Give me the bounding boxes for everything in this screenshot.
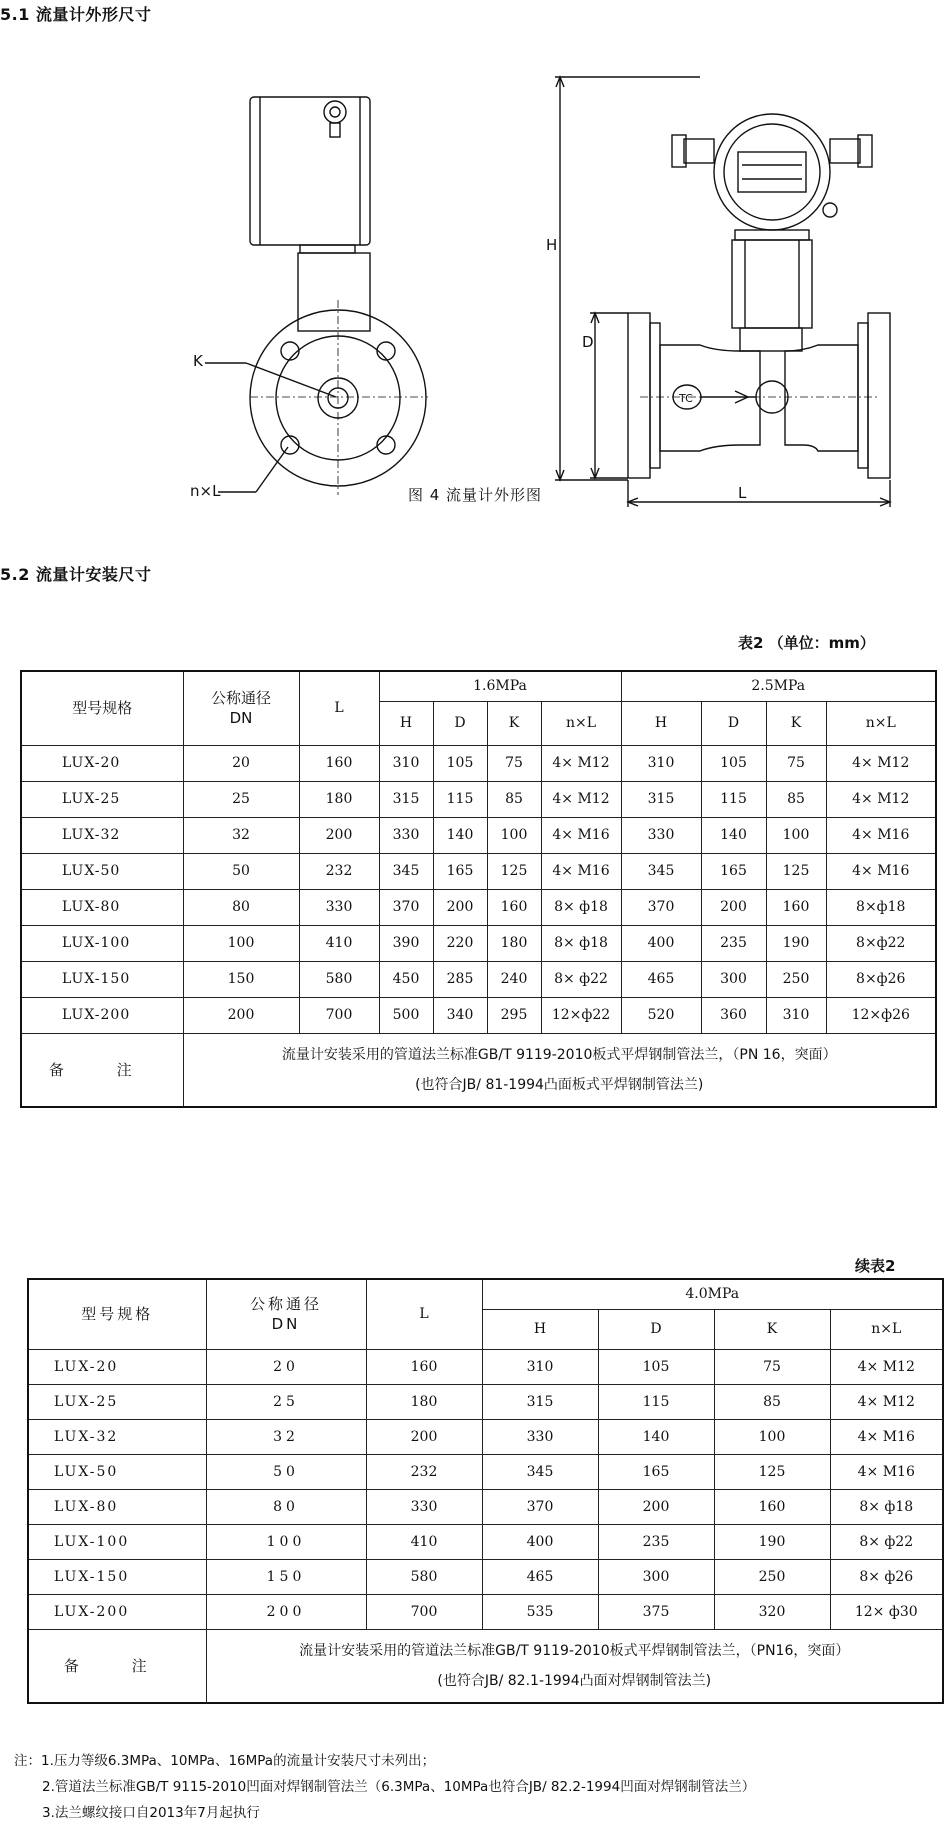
model-cell: LUX-150 [28, 1559, 206, 1594]
model-cell: LUX-32 [21, 817, 183, 853]
value-cell: 580 [366, 1559, 482, 1594]
value-cell: 100 [766, 817, 826, 853]
subheader-cell: H [621, 701, 701, 745]
remark-text: 流量计安装采用的管道法兰标准GB/T 9119-2010板式平焊钢制管法兰，（PN16，突面） (也符合JB/ 82.1-1994凸面对焊钢制管法兰) [206, 1629, 943, 1703]
header-dn: 公称通径 DN [206, 1279, 366, 1349]
model-cell: LUX-50 [28, 1454, 206, 1489]
subheader-cell: D [701, 701, 766, 745]
value-cell: 315 [621, 781, 701, 817]
value-cell: 370 [621, 889, 701, 925]
label-nL: n×L [190, 482, 221, 500]
value-cell: 8× ф26 [830, 1559, 943, 1594]
value-cell: 8× ф18 [541, 889, 621, 925]
value-cell: 8× ф22 [830, 1524, 943, 1559]
value-cell: 32 [206, 1419, 366, 1454]
value-cell: 520 [621, 997, 701, 1033]
value-cell: 375 [598, 1594, 714, 1629]
value-cell: 100 [206, 1524, 366, 1559]
table-row [21, 961, 936, 997]
table-row [21, 745, 936, 781]
install-dimension-table [20, 670, 937, 1108]
value-cell: 115 [433, 781, 487, 817]
value-cell: 165 [598, 1454, 714, 1489]
value-cell: 200 [701, 889, 766, 925]
remark-label: 备 注 [21, 1033, 183, 1107]
value-cell: 115 [701, 781, 766, 817]
value-cell: 200 [206, 1594, 366, 1629]
value-cell: 330 [366, 1489, 482, 1524]
footnote-2: 2.管道法兰标准GB/T 9115-2010凹面对焊钢制管法兰（6.3MPa、10MPa也符合JB/ 82.2-1994凹面对焊钢制管法兰） [42, 1779, 756, 1795]
value-cell: 8×ф22 [826, 925, 936, 961]
value-cell: 285 [433, 961, 487, 997]
header-pressure-1: 1.6MPa [379, 671, 621, 701]
value-cell: 465 [482, 1559, 598, 1594]
table2-label: 续表2 [855, 1257, 896, 1275]
value-cell: 315 [379, 781, 433, 817]
value-cell: 160 [766, 889, 826, 925]
value-cell: 180 [299, 781, 379, 817]
table-row [28, 1559, 943, 1594]
value-cell: 370 [482, 1489, 598, 1524]
value-cell: 140 [701, 817, 766, 853]
value-cell: 180 [366, 1384, 482, 1419]
header-pressure-1: 4.0MPa [482, 1279, 943, 1309]
value-cell: 20 [206, 1349, 366, 1384]
subheader-cell: K [487, 701, 541, 745]
subheader-cell: K [766, 701, 826, 745]
label-L: L [738, 484, 747, 502]
footnote-3: 3.法兰螺纹接口自2013年7月起执行 [42, 1805, 260, 1821]
value-cell: 160 [487, 889, 541, 925]
model-cell: LUX-200 [21, 997, 183, 1033]
subheader-cell: D [433, 701, 487, 745]
model-cell: LUX-20 [21, 745, 183, 781]
table-row [21, 817, 936, 853]
value-cell: 125 [487, 853, 541, 889]
model-cell: LUX-100 [21, 925, 183, 961]
value-cell: 200 [598, 1489, 714, 1524]
value-cell: 85 [714, 1384, 830, 1419]
value-cell: 190 [766, 925, 826, 961]
figure-caption: 图 4 流量计外形图 [407, 486, 543, 504]
footnote-1: 注：1.压力等级6.3MPa、10MPa、16MPa的流量计安装尺寸未列出； [14, 1753, 436, 1769]
value-cell: 310 [379, 745, 433, 781]
subheader-cell: n×L [826, 701, 936, 745]
value-cell: 180 [487, 925, 541, 961]
header-model: 型号规格 [28, 1279, 206, 1349]
value-cell: 125 [766, 853, 826, 889]
value-cell: 80 [206, 1489, 366, 1524]
value-cell: 140 [598, 1419, 714, 1454]
value-cell: 25 [183, 781, 299, 817]
value-cell: 330 [379, 817, 433, 853]
table1-label: 表2 （单位：mm） [738, 634, 875, 652]
label-K: K [193, 352, 203, 370]
remark-label: 备 注 [28, 1629, 206, 1703]
value-cell: 75 [766, 745, 826, 781]
subheader-cell: K [714, 1309, 830, 1349]
value-cell: 700 [366, 1594, 482, 1629]
value-cell: 150 [183, 961, 299, 997]
subheader-cell: H [379, 701, 433, 745]
value-cell: 410 [366, 1524, 482, 1559]
value-cell: 4× M12 [541, 745, 621, 781]
model-cell: LUX-25 [21, 781, 183, 817]
value-cell: 4× M16 [541, 817, 621, 853]
model-cell: LUX-150 [21, 961, 183, 997]
value-cell: 345 [379, 853, 433, 889]
subheader-cell: H [482, 1309, 598, 1349]
value-cell: 535 [482, 1594, 598, 1629]
value-cell: 8× ф22 [541, 961, 621, 997]
value-cell: 235 [598, 1524, 714, 1559]
footnotes [14, 1748, 755, 1826]
table-row [28, 1524, 943, 1559]
value-cell: 4× M16 [830, 1454, 943, 1489]
label-D: D [582, 333, 594, 351]
header-L: L [299, 671, 379, 745]
value-cell: 240 [487, 961, 541, 997]
value-cell: 500 [379, 997, 433, 1033]
value-cell: 140 [433, 817, 487, 853]
value-cell: 20 [183, 745, 299, 781]
value-cell: 160 [366, 1349, 482, 1384]
model-cell: LUX-32 [28, 1419, 206, 1454]
value-cell: 300 [598, 1559, 714, 1594]
model-cell: LUX-80 [21, 889, 183, 925]
value-cell: 160 [714, 1489, 830, 1524]
value-cell: 200 [299, 817, 379, 853]
value-cell: 345 [621, 853, 701, 889]
value-cell: 4× M16 [826, 853, 936, 889]
value-cell: 330 [621, 817, 701, 853]
bolt-hole [281, 342, 299, 360]
table-row [21, 853, 936, 889]
value-cell: 370 [379, 889, 433, 925]
table-row [28, 1489, 943, 1524]
value-cell: 8× ф18 [830, 1489, 943, 1524]
section-title-outline: 5.1 流量计外形尺寸 [0, 5, 152, 24]
left-head-housing [250, 97, 370, 245]
right-right-flange [868, 313, 890, 478]
label-H: H [546, 236, 558, 254]
subheader-cell: n×L [541, 701, 621, 745]
value-cell: 450 [379, 961, 433, 997]
value-cell: 100 [487, 817, 541, 853]
value-cell: 12× ф30 [830, 1594, 943, 1629]
value-cell: 85 [487, 781, 541, 817]
value-cell: 100 [183, 925, 299, 961]
right-left-flange [628, 313, 650, 478]
model-cell: LUX-20 [28, 1349, 206, 1384]
value-cell: 235 [701, 925, 766, 961]
value-cell: 80 [183, 889, 299, 925]
value-cell: 105 [433, 745, 487, 781]
model-cell: LUX-200 [28, 1594, 206, 1629]
value-cell: 410 [299, 925, 379, 961]
header-L: L [366, 1279, 482, 1349]
value-cell: 4× M12 [826, 781, 936, 817]
model-cell: LUX-50 [21, 853, 183, 889]
value-cell: 25 [206, 1384, 366, 1419]
value-cell: 250 [766, 961, 826, 997]
right-display-head [714, 114, 830, 230]
value-cell: 320 [714, 1594, 830, 1629]
value-cell: 340 [433, 997, 487, 1033]
value-cell: 160 [299, 745, 379, 781]
value-cell: 330 [482, 1419, 598, 1454]
subheader-cell: n×L [830, 1309, 943, 1349]
value-cell: 300 [701, 961, 766, 997]
table-row [21, 781, 936, 817]
value-cell: 700 [299, 997, 379, 1033]
model-cell: LUX-100 [28, 1524, 206, 1559]
value-cell: 32 [183, 817, 299, 853]
value-cell: 8× ф18 [541, 925, 621, 961]
value-cell: 190 [714, 1524, 830, 1559]
table-row [21, 997, 936, 1033]
value-cell: 200 [433, 889, 487, 925]
value-cell: 232 [299, 853, 379, 889]
value-cell: 360 [701, 997, 766, 1033]
value-cell: 75 [714, 1349, 830, 1384]
value-cell: 4× M12 [830, 1349, 943, 1384]
value-cell: 105 [701, 745, 766, 781]
value-cell: 8×ф26 [826, 961, 936, 997]
subheader-cell: D [598, 1309, 714, 1349]
value-cell: 125 [714, 1454, 830, 1489]
value-cell: 75 [487, 745, 541, 781]
header-pressure-2: 2.5MPa [621, 671, 936, 701]
value-cell: 50 [206, 1454, 366, 1489]
value-cell: 310 [621, 745, 701, 781]
value-cell: 150 [206, 1559, 366, 1594]
value-cell: 165 [701, 853, 766, 889]
value-cell: 200 [183, 997, 299, 1033]
value-cell: 12×ф26 [826, 997, 936, 1033]
value-cell: 4× M16 [541, 853, 621, 889]
value-cell: 105 [598, 1349, 714, 1384]
value-cell: 100 [714, 1419, 830, 1454]
value-cell: 165 [433, 853, 487, 889]
value-cell: 200 [366, 1419, 482, 1454]
table-row [21, 889, 936, 925]
value-cell: 465 [621, 961, 701, 997]
table-row [21, 925, 936, 961]
value-cell: 4× M16 [826, 817, 936, 853]
tc-badge-text: TC [679, 392, 693, 405]
value-cell: 4× M12 [826, 745, 936, 781]
header-model: 型号规格 [21, 671, 183, 745]
value-cell: 330 [299, 889, 379, 925]
value-cell: 12×ф22 [541, 997, 621, 1033]
value-cell: 345 [482, 1454, 598, 1489]
value-cell: 580 [299, 961, 379, 997]
value-cell: 315 [482, 1384, 598, 1419]
value-cell: 4× M12 [541, 781, 621, 817]
table-row [28, 1594, 943, 1629]
section-title-install: 5.2 流量计安装尺寸 [0, 565, 152, 584]
value-cell: 295 [487, 997, 541, 1033]
value-cell: 8×ф18 [826, 889, 936, 925]
value-cell: 310 [482, 1349, 598, 1384]
value-cell: 232 [366, 1454, 482, 1489]
value-cell: 50 [183, 853, 299, 889]
value-cell: 400 [482, 1524, 598, 1559]
left-head-plug-icon [324, 101, 346, 123]
value-cell: 4× M16 [830, 1419, 943, 1454]
table-row [28, 1419, 943, 1454]
value-cell: 115 [598, 1384, 714, 1419]
value-cell: 400 [621, 925, 701, 961]
value-cell: 4× M12 [830, 1384, 943, 1419]
value-cell: 85 [766, 781, 826, 817]
install-dimension-table-continued [27, 1278, 944, 1704]
table-row [28, 1349, 943, 1384]
value-cell: 310 [766, 997, 826, 1033]
model-cell: LUX-25 [28, 1384, 206, 1419]
table-row [28, 1384, 943, 1419]
value-cell: 250 [714, 1559, 830, 1594]
value-cell: 220 [433, 925, 487, 961]
value-cell: 390 [379, 925, 433, 961]
header-dn: 公称通径 DN [183, 671, 299, 745]
table-row [28, 1454, 943, 1489]
model-cell: LUX-80 [28, 1489, 206, 1524]
remark-text: 流量计安装采用的管道法兰标准GB/T 9119-2010板式平焊钢制管法兰，（PN 16，突面） (也符合JB/ 81-1994凸面板式平焊钢制管法兰) [183, 1033, 936, 1107]
